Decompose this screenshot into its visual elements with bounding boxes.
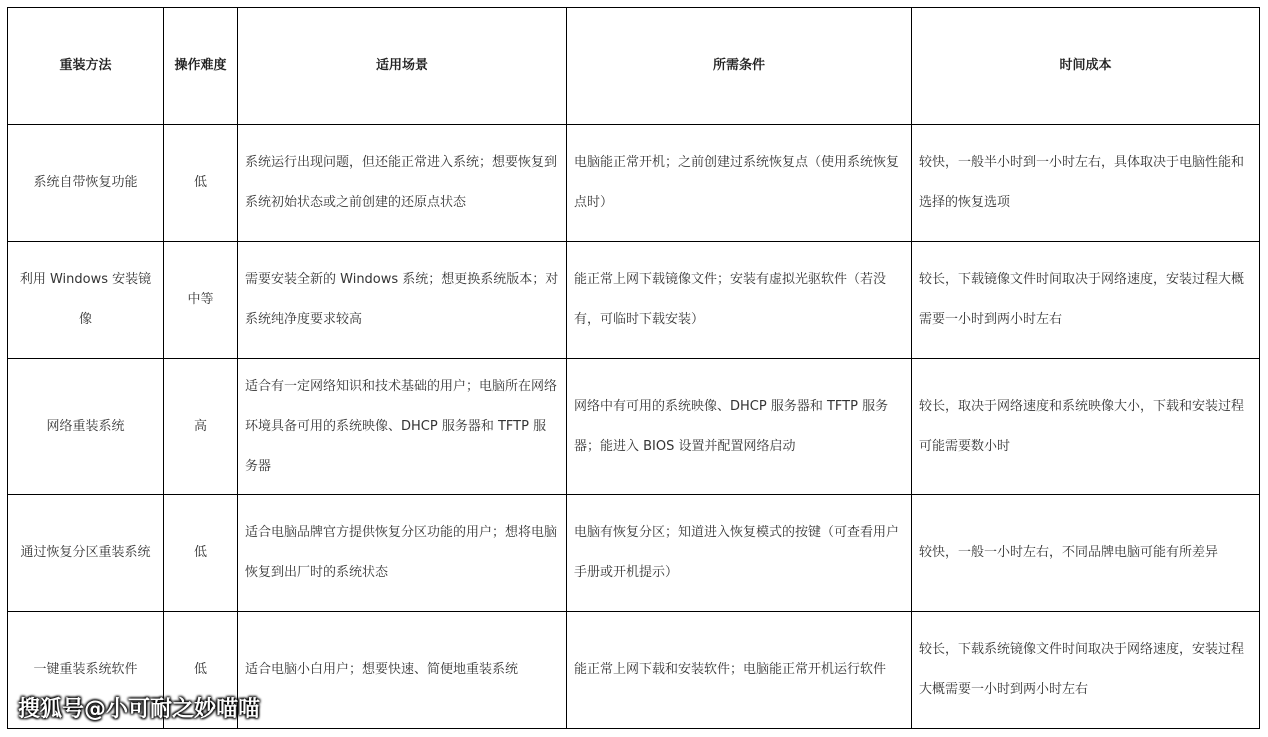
header-method: 重装方法	[8, 8, 164, 125]
header-scenario: 适用场景	[238, 8, 567, 125]
table-row	[8, 242, 1260, 359]
cell-method: 网络重装系统	[8, 359, 164, 495]
header-time: 时间成本	[912, 8, 1260, 125]
cell-conditions: 能正常上网下载和安装软件；电脑能正常开机运行软件	[567, 612, 912, 729]
header-row	[8, 8, 1260, 125]
cell-difficulty: 低	[164, 612, 238, 729]
cell-method: 一键重装系统软件	[8, 612, 164, 729]
cell-method: 通过恢复分区重装系统	[8, 495, 164, 612]
cell-time: 较长，下载系统镜像文件时间取决于网络速度，安装过程大概需要一小时到两小时左右	[912, 612, 1260, 729]
cell-conditions: 网络中有可用的系统映像、DHCP 服务器和 TFTP 服务器；能进入 BIOS 设置并配置网络启动	[567, 359, 912, 495]
cell-method: 利用 Windows 安装镜像	[8, 242, 164, 359]
header-conditions: 所需条件	[567, 8, 912, 125]
cell-scenario: 适合电脑小白用户；想要快速、简便地重装系统	[238, 612, 567, 729]
cell-conditions: 电脑有恢复分区；知道进入恢复模式的按键（可查看用户手册或开机提示）	[567, 495, 912, 612]
cell-scenario: 系统运行出现问题，但还能正常进入系统；想要恢复到系统初始状态或之前创建的还原点状态	[238, 125, 567, 242]
cell-difficulty: 高	[164, 359, 238, 495]
table-row	[8, 359, 1260, 495]
cell-difficulty: 中等	[164, 242, 238, 359]
cell-scenario: 需要安装全新的 Windows 系统；想更换系统版本；对系统纯净度要求较高	[238, 242, 567, 359]
cell-time: 较长，下载镜像文件时间取决于网络速度，安装过程大概需要一小时到两小时左右	[912, 242, 1260, 359]
cell-difficulty: 低	[164, 125, 238, 242]
header-difficulty: 操作难度	[164, 8, 238, 125]
cell-method: 系统自带恢复功能	[8, 125, 164, 242]
cell-scenario: 适合有一定网络知识和技术基础的用户；电脑所在网络环境具备可用的系统映像、DHCP 服务器和 TFTP 服务器	[238, 359, 567, 495]
table-row	[8, 125, 1260, 242]
cell-difficulty: 低	[164, 495, 238, 612]
cell-time: 较长，取决于网络速度和系统映像大小，下载和安装过程可能需要数小时	[912, 359, 1260, 495]
cell-conditions: 电脑能正常开机；之前创建过系统恢复点（使用系统恢复点时）	[567, 125, 912, 242]
cell-time: 较快，一般半小时到一小时左右，具体取决于电脑性能和选择的恢复选项	[912, 125, 1260, 242]
cell-conditions: 能正常上网下载镜像文件；安装有虚拟光驱软件（若没有，可临时下载安装）	[567, 242, 912, 359]
cell-scenario: 适合电脑品牌官方提供恢复分区功能的用户；想将电脑恢复到出厂时的系统状态	[238, 495, 567, 612]
table-row	[8, 495, 1260, 612]
reinstall-methods-table	[7, 7, 1260, 729]
cell-time: 较快，一般一小时左右，不同品牌电脑可能有所差异	[912, 495, 1260, 612]
watermark: 搜狐号@小可耐之妙喵喵	[18, 697, 261, 722]
